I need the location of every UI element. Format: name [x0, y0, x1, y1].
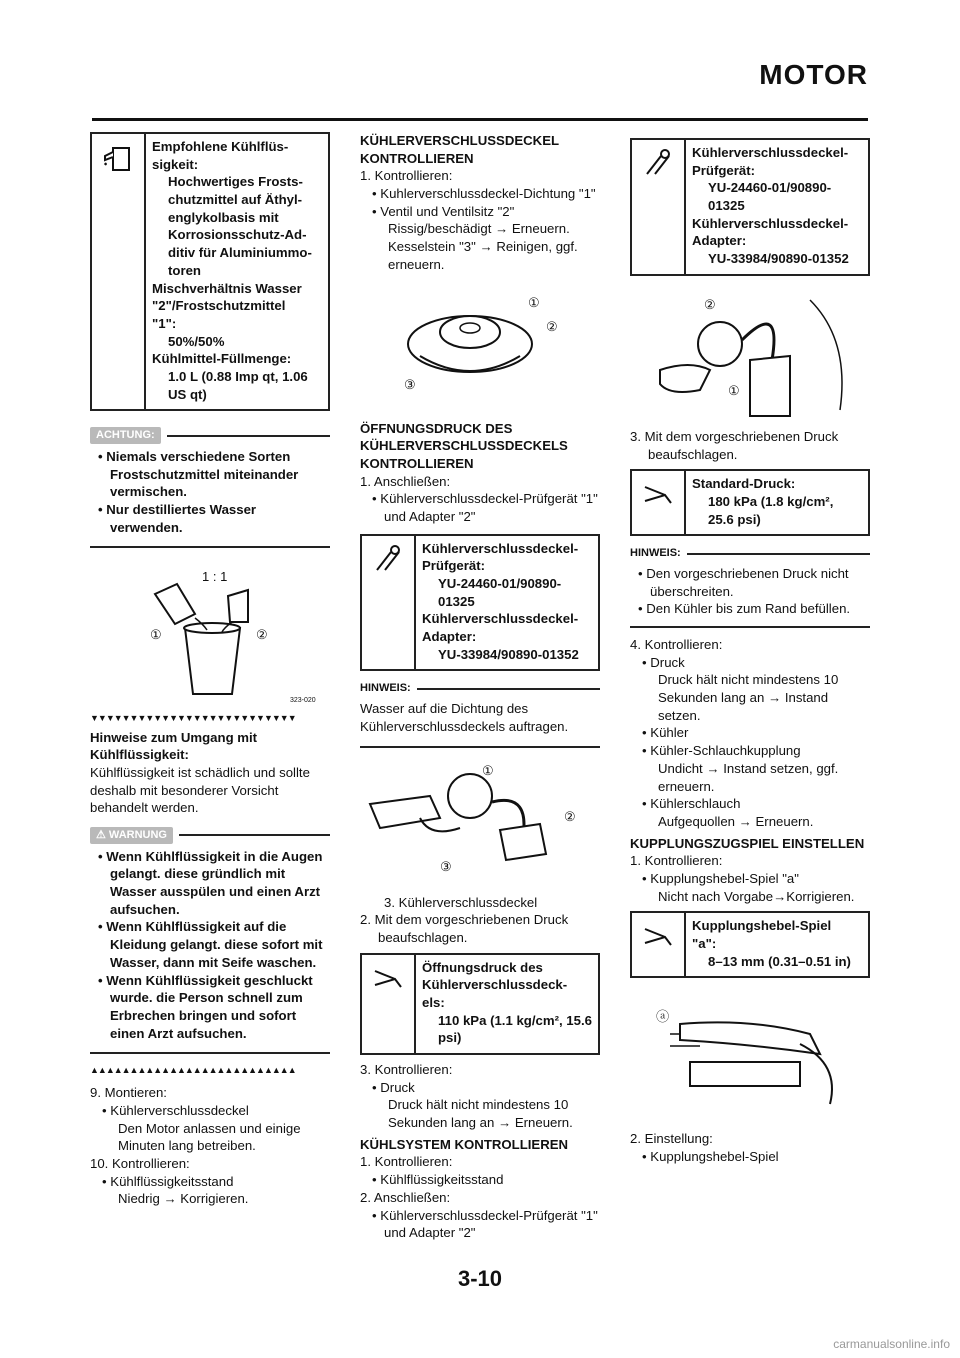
spec-line: 01325	[708, 198, 745, 214]
note-text: Wasser auf die Dichtung des Kühlerverschlussdeckels auftragen.	[360, 701, 569, 734]
step: 2. Mit dem vorgeschriebenen Druck beaufschlagen.	[360, 912, 569, 945]
warning-item: • Wenn Kühlflüssigkeit geschluckt wurde. die Person schnell zum Erbrechen bringen und sofort einen Arzt aufsuchen.	[98, 972, 313, 1041]
step: 4. Kontrollieren:	[630, 637, 723, 653]
caution-item: • Niemals verschiedene Sorten Frostschutzmittel miteinander vermischen.	[98, 449, 299, 500]
spec-line: 8–13 mm (0.31–0.51 in)	[708, 953, 851, 969]
spec-line: Adapter:	[422, 629, 477, 645]
coolant-mix-figure	[90, 556, 330, 706]
header-rule	[92, 118, 868, 121]
heading-system-check: KÜHLSYSTEM KONTROLLIEREN	[360, 1136, 569, 1152]
caution-header	[90, 427, 330, 444]
callout-2: ②	[256, 627, 268, 643]
step-text: Kesselstein "3" → Reinigen, ggf. erneuern.	[388, 239, 578, 272]
step: 2. Anschließen:	[360, 1189, 451, 1205]
spec-line: Prüfgerät:	[692, 162, 756, 178]
spec-line: YU-33984/90890-01352	[438, 646, 579, 662]
tool-icon	[362, 536, 416, 670]
handling-text: Kühlflüssigkeit ist schädlich und sollte deshalb mit besonderer Vorsicht behandelt werden.	[90, 764, 310, 816]
wrench-icon	[632, 471, 686, 534]
spec-line: chutzmittel auf Äthyl-	[168, 192, 303, 208]
step-item: • Kupplungshebel-Spiel	[642, 1149, 779, 1165]
spec-line: YU-24460-01/90890-	[438, 576, 562, 591]
spec-line: Mischverhältnis Wasser	[152, 280, 302, 296]
note-item: • Den vorgeschriebenen Druck nicht überschreiten.	[638, 565, 849, 599]
step: 1. Anschließen:	[360, 473, 451, 489]
note-header	[630, 546, 870, 561]
warning-item: • Wenn Kühlflüssigkeit auf die Kleidung gelangt. diese sofort mit Wasser, dann mit Seife waschen.	[98, 919, 323, 970]
tool-icon	[632, 140, 686, 274]
step-text: Nicht nach Vorgabe→Korrigieren.	[658, 888, 855, 904]
tester-spec-box	[630, 138, 870, 276]
spec-line: YU-24460-01/90890-	[708, 180, 832, 196]
step-10-text: Niedrig → Korrigieren.	[118, 1191, 249, 1207]
callout-3: ③	[404, 376, 416, 392]
callout-1: ①	[150, 627, 162, 643]
spec-line: Kupplungshebel-Spiel	[692, 918, 832, 934]
spec-line: "1":	[152, 315, 177, 331]
clutch-lever-figure	[630, 994, 870, 1124]
caution-label: ACHTUNG:	[90, 427, 161, 444]
step-text: Undicht → Instand setzen, ggf. erneuern.	[658, 760, 839, 794]
coolant-can-icon	[92, 134, 146, 409]
column-1	[90, 132, 330, 1208]
spec-line: 50%/50%	[168, 333, 225, 349]
standard-pressure-spec-box	[630, 469, 870, 536]
divider	[90, 1052, 330, 1054]
step-9-text: Den Motor anlassen und einige Minuten lang betreiben.	[118, 1120, 301, 1154]
divider	[630, 626, 870, 628]
spec-line: 1.0 L (0.88 Imp qt, 1.06	[168, 368, 308, 384]
step-text: Rissig/beschädigt → Erneuern.	[388, 221, 570, 237]
callout-1: ①	[528, 294, 540, 310]
note-label: HINWEIS:	[630, 547, 681, 560]
spec-line: englykolbasis mit	[168, 209, 279, 225]
wrench-icon	[632, 913, 686, 976]
spec-line: Kühlmittel-Füllmenge:	[152, 351, 292, 367]
step: 3. Mit dem vorgeschriebenen Druck beaufschlagen.	[630, 428, 839, 462]
spec-line: sigkeit:	[152, 156, 199, 172]
callout-2: ②	[704, 296, 716, 312]
figure-item: 3. Kühlerverschlussdeckel	[384, 894, 538, 910]
callout-3: ③	[440, 858, 452, 874]
warning-start-marker: ▼▼▼▼▼▼▼▼▼▼▼▼▼▼▼▼▼▼▼▼▼▼▼▼▼▼	[90, 713, 296, 724]
step: 1. Kontrollieren:	[360, 1154, 453, 1170]
step-item: • Druck	[642, 654, 685, 670]
spec-line: toren	[168, 262, 201, 278]
spec-line: Adapter:	[692, 233, 747, 249]
step-item: • Kühlerverschlussdeckel-Prüfgerät "1" und Adapter "2"	[372, 491, 598, 524]
step-text: Druck hält nicht mindestens 10 Sekunden lang an → Erneuern.	[388, 1097, 573, 1131]
spec-line: "a":	[692, 936, 717, 952]
tester-on-cap-figure	[360, 754, 600, 884]
handling-title: Hinweise zum Umgang mit Kühlflüssigkeit:	[90, 729, 258, 763]
callout-1: ①	[482, 762, 494, 778]
heading-opening-pressure: ÖFFNUNGSDRUCK DES KÜHLERVERSCHLUSSDECKELS KONTROLLIEREN	[360, 420, 568, 471]
spec-line: Kühlerverschlussdeck-	[422, 977, 568, 993]
spec-line: Kühlerverschlussdeckel-	[692, 215, 849, 231]
note-item: • Den Kühler bis zum Rand befüllen.	[638, 601, 851, 617]
caution-item: • Nur destilliertes Wasser verwenden.	[98, 502, 257, 535]
step-10: 10. Kontrollieren:	[90, 1156, 190, 1172]
step-item: • Kupplungshebel-Spiel "a"	[642, 870, 799, 886]
pressure-test-figure	[630, 290, 870, 420]
spec-line: els:	[422, 994, 445, 1010]
step-item: • Ventil und Ventilsitz "2"	[372, 203, 515, 219]
divider	[90, 546, 330, 548]
figure-code: 323-020	[290, 697, 316, 705]
step-item: • Kühlerverschlussdeckel-Prüfgerät "1" und Adapter "2"	[372, 1207, 598, 1241]
note-header	[360, 681, 600, 696]
warning-item: • Wenn Kühlflüssigkeit in die Augen gelangt. diese gründlich mit Wasser ausspülen und einen Arzt aufsuchen.	[98, 848, 323, 917]
step-text: Aufgequollen → Erneuern.	[658, 813, 814, 829]
step-9: 9. Montieren:	[90, 1085, 167, 1101]
step-item: • Kühlerschlauch	[642, 796, 741, 812]
divider	[360, 746, 600, 748]
clutch-play-spec-box	[630, 911, 870, 978]
footer-watermark: carmanualsonline.info	[833, 1337, 950, 1351]
spec-line: YU-33984/90890-01352	[708, 251, 849, 267]
spec-line: Öffnungsdruck des	[422, 959, 543, 975]
radiator-cap-figure	[360, 282, 600, 402]
warning-label: WARNUNG	[108, 828, 167, 841]
spec-line: Kühlerverschlussdeckel-	[422, 611, 579, 627]
spec-line: 01325	[438, 593, 475, 609]
step-text: Druck hält nicht mindestens 10 Sekunden lang an → Instand setzen.	[658, 672, 839, 723]
opening-pressure-spec-box	[360, 953, 600, 1055]
note-label: HINWEIS:	[360, 682, 411, 695]
callout-a: ⓐ	[656, 1009, 670, 1025]
step-item: • Kühler-Schlauchkupplung	[642, 743, 801, 759]
column-3	[630, 138, 870, 1166]
spec-line: Standard-Druck:	[692, 476, 796, 492]
spec-line: Kühlerverschlussdeckel-	[692, 145, 849, 160]
section-title: MOTOR	[759, 59, 868, 90]
spec-line: "2"/Frostschutzmittel	[152, 298, 286, 314]
spec-line: 110 kPa (1.1 kg/cm², 15.6 psi)	[438, 1012, 592, 1046]
spec-line: Korrosionsschutz-Ad-	[168, 227, 307, 243]
warning-icon: ⚠ WARNUNG	[90, 827, 173, 844]
step-item: • Kühlflüssigkeitsstand	[372, 1172, 504, 1188]
spec-line: Prüfgerät:	[422, 558, 486, 574]
callout-2: ②	[564, 808, 576, 824]
step: 2. Einstellung:	[630, 1131, 713, 1147]
step: 1. Kontrollieren:	[360, 168, 453, 184]
spec-line: US qt)	[168, 386, 207, 402]
step: 1. Kontrollieren:	[630, 853, 723, 869]
warning-header	[90, 827, 330, 844]
step-item: • Kühler	[642, 725, 689, 741]
coolant-spec-box	[90, 132, 330, 411]
callout-1: ①	[728, 382, 740, 398]
spec-line: Kühlerverschlussdeckel-	[422, 540, 579, 556]
step-item: • Kuhlerverschlussdeckel-Dichtung "1"	[372, 186, 596, 202]
tester-spec-box	[360, 534, 600, 672]
step-10-item: • Kühlflüssigkeitsstand	[102, 1173, 234, 1189]
ratio-label: 1 : 1	[202, 569, 228, 585]
callout-2: ②	[546, 318, 558, 334]
heading-cap-check: KÜHLERVERSCHLUSSDECKEL KONTROLLIEREN	[360, 133, 559, 166]
spec-line: Hochwertiges Frosts-	[168, 174, 303, 190]
spec-line: Empfohlene Kühlflüs-	[152, 139, 289, 154]
step-9-item: • Kühlerverschlussdeckel	[102, 1103, 249, 1118]
spec-line: 180 kPa (1.8 kg/cm², 25.6 psi)	[708, 493, 834, 527]
step: 3. Kontrollieren:	[360, 1062, 453, 1078]
heading-clutch-play: KUPPLUNGSZUGSPIEL EINSTELLEN	[630, 835, 865, 851]
step-item: • Druck	[372, 1079, 415, 1095]
page-number: 3-10	[457, 1266, 503, 1291]
warning-end-marker: ▲▲▲▲▲▲▲▲▲▲▲▲▲▲▲▲▲▲▲▲▲▲▲▲▲▲	[90, 1065, 296, 1076]
spec-line: ditiv für Aluminiummo-	[168, 245, 312, 261]
wrench-icon	[362, 955, 416, 1053]
column-2	[360, 132, 600, 1242]
